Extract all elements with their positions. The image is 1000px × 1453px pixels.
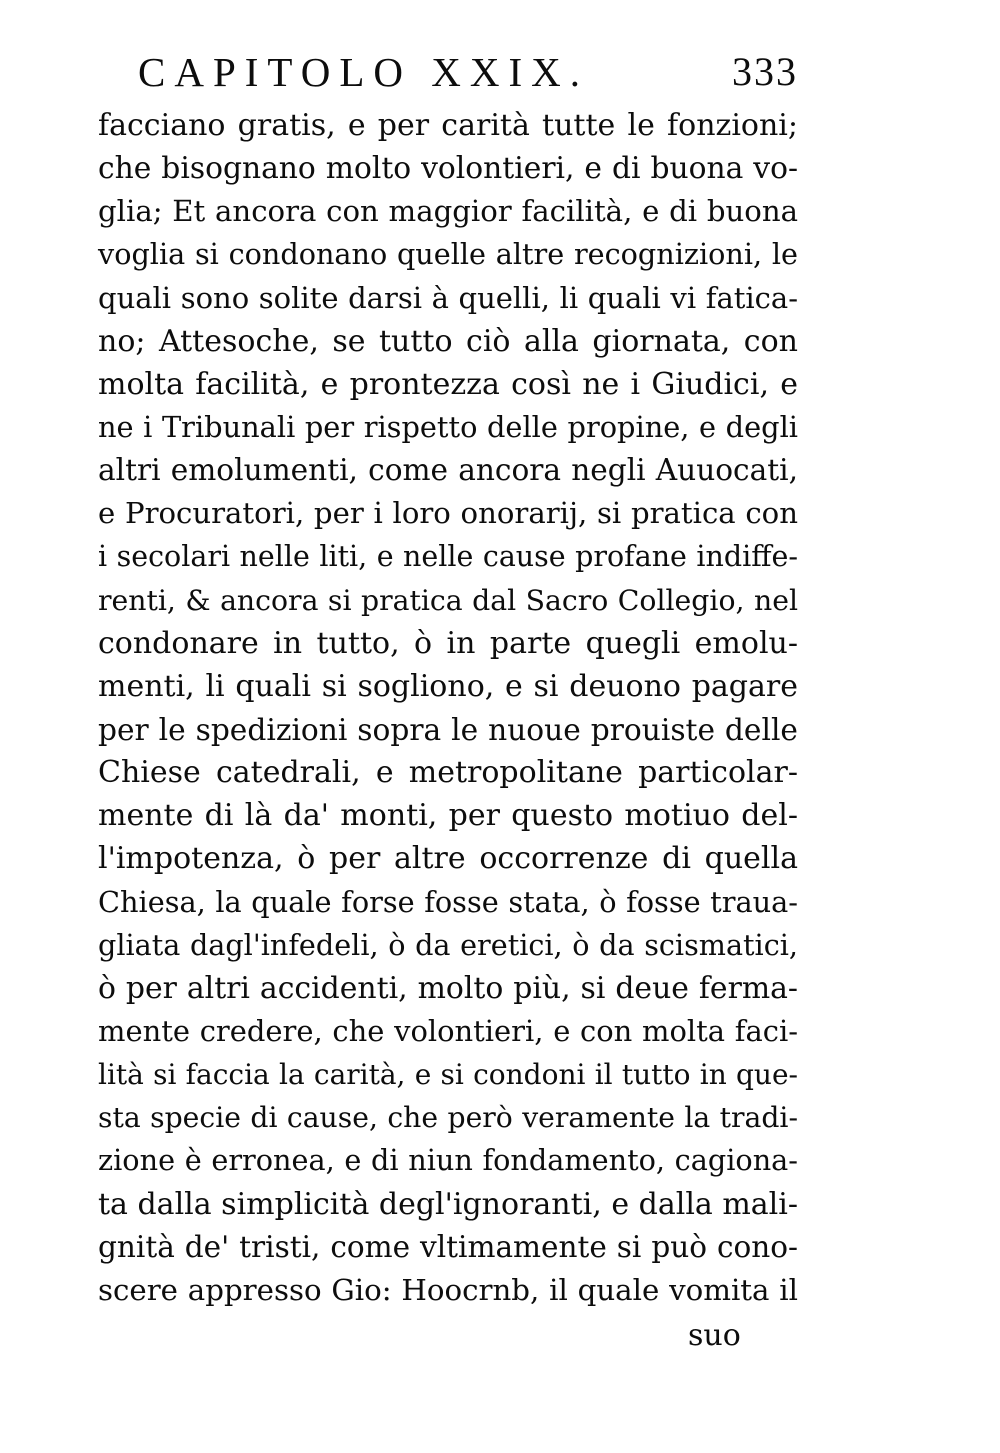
text-line: mente credere, che volontieri, e con molta faci- [98,1013,798,1048]
text-line: e Procuratori, per i loro onorarij, si pratica con [98,496,798,531]
text-line: ne i Tribunali per rispetto delle propine, e degli [98,409,798,444]
text-line: Chiese catedrali, e metropolitane particolar- [98,755,798,791]
text-line: zione è erronea, e di niun fondamento, cagiona- [98,1143,798,1178]
text-line: altri emolumenti, come ancora negli Auuocati, [98,453,798,488]
running-head: CAPITOLO XXIX. [138,49,589,95]
text-line: gliata dagl'infedeli, ò da eretici, ò da scismatici, [98,927,798,962]
text-line: condonare in tutto, ò in parte quegli emolu- [98,625,798,661]
text-line: scere appresso Gio: Hoocrnb, il quale vomita il [98,1272,798,1307]
page-header [128,42,798,102]
text-line: Chiesa, la quale forse fosse stata, ò fosse traua- [98,884,798,919]
text-line: voglia si condonano quelle altre recognizioni, le [98,237,798,272]
catchword: suo [688,1318,741,1353]
text-line: ta dalla simplicità degl'ignoranti, e dalla mali- [98,1186,798,1222]
body-text [98,104,798,1312]
text-line: sta specie di cause, che però veramente la tradi- [98,1101,798,1135]
text-line: quali sono solite darsi à quelli, li quali vi fatica- [98,280,798,315]
text-line: facciano gratis, e per carità tutte le fonzioni; [98,108,798,143]
text-line: mente di là da' monti, per questo motiuo del- [98,798,798,834]
text-line: per le spedizioni sopra le nuoue prouiste delle [98,711,798,747]
text-line: che bisognano molto volontieri, e di buona vo- [98,151,798,187]
text-line: i secolari nelle liti, e nelle cause profane indiffe- [98,540,798,574]
text-line: renti, & ancora si pratica dal Sacro Collegio, nel [98,583,798,617]
text-line: menti, li quali si sogliono, e si deuono pagare [98,668,798,704]
text-line: lità si faccia la carità, e si condoni il tutto in que- [98,1058,798,1092]
text-line: ò per altri accidenti, molto più, si deue ferma- [98,970,798,1006]
text-line: gnità de' tristi, come vltimamente si può cono- [98,1229,798,1264]
text-line: glia; Et ancora con maggior facilità, e di buona [98,194,798,229]
text-line: no; Attesoche, se tutto ciò alla giornata, con [98,323,798,359]
text-line: l'impotenza, ò per altre occorrenze di quella [98,841,798,877]
page-number: 333 [732,49,798,94]
text-line: molta facilità, e prontezza così ne i Giudici, e [98,366,798,402]
